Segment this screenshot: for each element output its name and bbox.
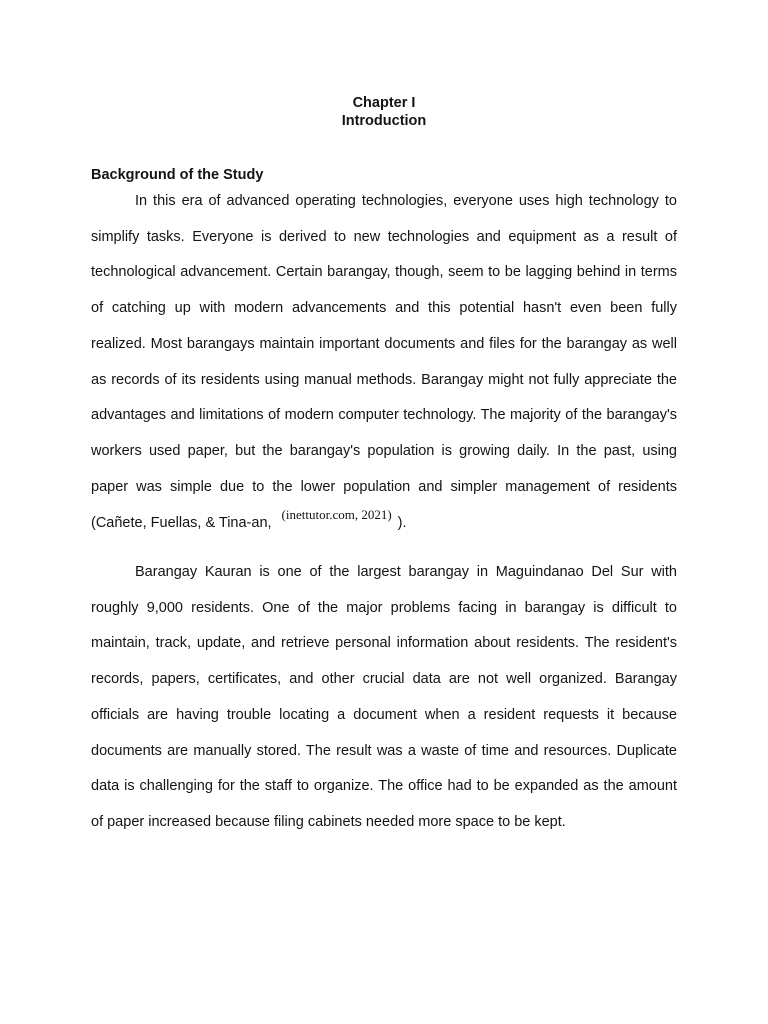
chapter-title: Chapter I [352,95,416,111]
paragraph-1-text: In this era of advanced operating technologies, everyone uses high technology to simplify tasks. Everyone is derived to new technologies and equipment as a result of technological advancement. Certain barangay, though, seem to be lagging behind in terms of catching up with modern advancements and this potential hasn't even been fully realized. Most barangays maintain important documents and files for the barangay as well as records of its residents using manual methods. Barangay might not fully appreciate the advantages and limitations of modern computer technology. The majority of the barangay's workers used paper, but the barangay's population is growing daily. In the past, using paper was simple due to the lower population and simpler management of residents (Cañete, Fuellas, & Tina-an, [91,193,677,532]
chapter-subtitle: Introduction [341,113,427,129]
section-heading: Background of the Study [91,167,264,183]
paragraph-1-closing: ). [397,515,407,532]
citation: (inettutor.com, 2021) [281,507,392,523]
paragraph-2-text: Barangay Kauran is one of the largest barangay in Maguindanao Del Sur with roughly 9,000 residents. One of the major problems facing in barangay is difficult to maintain, track, update, and retrieve personal information about residents. The resident's records, papers, certificates, and other crucial data are not well organized. Barangay officials are having trouble locating a document when a resident requests it because documents are manually stored. The result was a waste of time and resources. Duplicate data is challenging for the staff to organize. The office had to be expanded as the amount of paper increased because filing cabinets needed more space to be kept. [91,564,677,830]
paragraph-background-2 [91,555,677,841]
paragraph-background-1 [91,184,677,542]
